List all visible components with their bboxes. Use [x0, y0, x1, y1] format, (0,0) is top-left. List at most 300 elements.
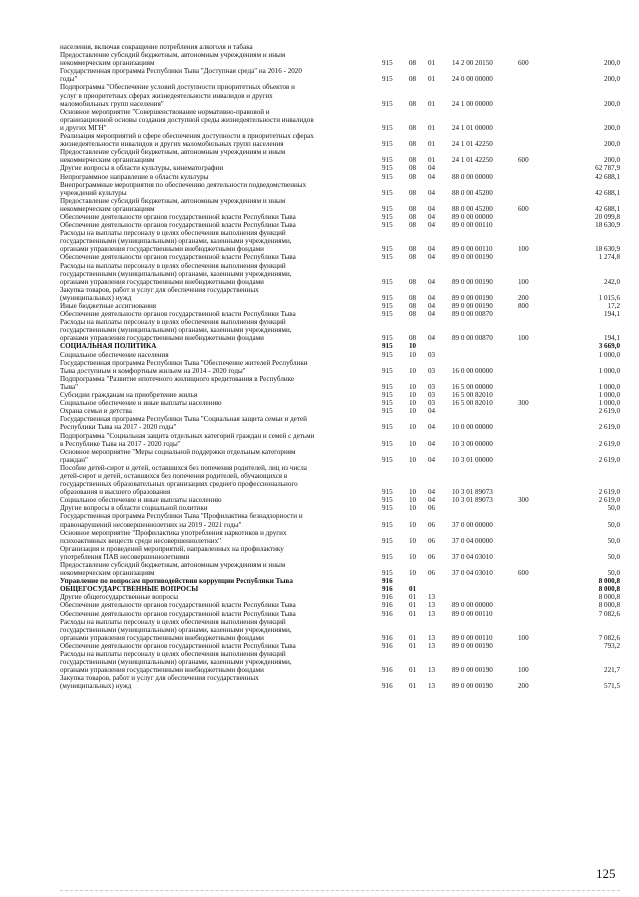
expense-type-code: [518, 213, 546, 221]
expense-type-code: [518, 545, 546, 561]
table-row: [60, 415, 620, 431]
ministry-code: 915: [382, 188, 393, 197]
budget-table: [60, 43, 620, 691]
expense-type-code: 600: [518, 569, 529, 578]
ministry-code: 916: [382, 593, 393, 602]
table-row: [60, 148, 620, 164]
budget-table-body: [60, 43, 620, 691]
subsection-code: 03: [428, 399, 436, 408]
expense-type-code: 100: [518, 245, 529, 254]
row-name: Реализация мероприятий в сфере обеспечения доступности в приоритетных сферах жизнедеятельности инвалидов и других маломобильных групп населения: [60, 132, 314, 149]
row-name: Закупка товаров, работ и услуг для обеспечения государственных (муниципальных) нужд: [60, 285, 259, 302]
amount: 42 688,1: [595, 188, 620, 197]
amount: 50,0: [607, 504, 620, 513]
table-row: [60, 302, 620, 310]
section-code: 08: [409, 123, 417, 132]
expense-type-code: [518, 359, 546, 375]
target-article-code: 37 0 04 03010: [452, 569, 493, 578]
section-code: 10: [409, 496, 417, 505]
section-code: 08: [409, 188, 417, 197]
row-name: Внепрограммные мероприятия по обеспечению деятельности подведомственных учреждений культуры: [60, 180, 307, 197]
subsection-code: [428, 585, 452, 593]
target-article-code: [452, 593, 518, 601]
table-row: [60, 253, 620, 261]
section-code: 10: [409, 504, 417, 513]
row-name: Другие вопросы в области социальной политики: [60, 504, 208, 513]
amount: 8 000,8: [598, 593, 620, 602]
amount: 200,0: [604, 99, 620, 108]
row-name: Охрана семьи и детства: [60, 407, 132, 416]
target-article-code: 89 0 00 00110: [452, 609, 493, 618]
amount: 18 630,9: [595, 221, 620, 230]
subsection-code: 01: [428, 140, 436, 149]
section-code: 08: [409, 334, 417, 343]
subsection-code: 04: [428, 488, 436, 497]
table-row: [60, 399, 620, 407]
ministry-code: 915: [382, 366, 393, 375]
expense-type-code: [518, 601, 546, 609]
subsection-code: 04: [428, 212, 436, 221]
table-row: [60, 181, 620, 197]
table-row: [60, 132, 620, 148]
subsection-code: 03: [428, 382, 436, 391]
expense-type-code: [518, 108, 546, 132]
expense-type-code: [518, 391, 546, 399]
amount: 50,0: [607, 536, 620, 545]
amount: 571,5: [604, 682, 620, 691]
table-row: [60, 464, 620, 496]
ministry-code: 915: [382, 423, 393, 432]
amount: 1 000,0: [598, 382, 620, 391]
table-row: [60, 164, 620, 172]
table-row: [60, 601, 620, 609]
amount: 221,7: [604, 666, 620, 675]
ministry-code: 915: [382, 156, 393, 165]
subsection-code: 04: [428, 302, 436, 310]
target-article-code: 16 5 00 00000: [452, 382, 493, 391]
table-row: [60, 391, 620, 399]
row-name: Обеспечение деятельности органов государственной власти Республики Тыва: [60, 253, 296, 262]
ministry-code: 915: [382, 253, 393, 262]
amount: 1 000,0: [598, 391, 620, 400]
table-row: [60, 432, 620, 448]
ministry-code: 915: [382, 391, 393, 400]
ministry-code: 916: [382, 682, 393, 691]
ministry-code: 915: [382, 212, 393, 221]
expense-type-code: [518, 43, 546, 51]
row-name: Основное мероприятие "Профилактика употребления наркотиков и других психоактивных веществ среди несовершеннолетних": [60, 528, 287, 545]
subsection-code: 13: [428, 593, 436, 602]
amount: 1 015,6: [598, 293, 620, 302]
row-name: ОБЩЕГОСУДАРСТВЕННЫЕ ВОПРОСЫ: [60, 585, 199, 594]
amount: 3 669,0: [598, 342, 620, 351]
expense-type-code: 600: [518, 156, 529, 165]
table-row: [60, 229, 620, 253]
subsection-code: 06: [428, 520, 436, 529]
ministry-code: 915: [382, 310, 393, 319]
amount: 2 619,0: [598, 423, 620, 432]
table-row: [60, 618, 620, 642]
section-code: 10: [409, 382, 417, 391]
target-article-code: 89 0 00 00000: [452, 212, 493, 221]
expense-type-code: 100: [518, 633, 529, 642]
budget-document: [60, 43, 620, 691]
row-name: Основное мероприятие "Совершенствование нормативно-правовой и организационной основы создания доступной среды жизнедеятельности инвалидов и других МГН": [60, 107, 314, 132]
target-article-code: 89 0 00 00110: [452, 221, 493, 230]
subsection-code: 06: [428, 504, 436, 513]
ministry-code: 915: [382, 99, 393, 108]
subsection-code: 03: [428, 391, 436, 400]
row-name: СОЦИАЛЬНАЯ ПОЛИТИКА: [60, 342, 157, 351]
scan-edge-line: [60, 890, 620, 891]
amount: 20 099,8: [595, 212, 620, 221]
row-name: Обеспечение деятельности органов государственной власти Республики Тыва: [60, 641, 296, 650]
section-code: 01: [409, 641, 417, 650]
row-name: населения, включая сокращение потребления алкоголя и табака: [60, 43, 253, 51]
expense-type-code: [518, 593, 546, 601]
target-article-code: 37 0 04 03010: [452, 552, 493, 561]
expense-type-code: [518, 310, 546, 318]
page-number: 125: [596, 866, 616, 881]
section-code: 10: [409, 439, 417, 448]
section-code: 08: [409, 253, 417, 262]
target-article-code: [452, 585, 518, 593]
row-name: Обеспечение деятельности органов государственной власти Республики Тыва: [60, 212, 296, 221]
target-article-code: 88 0 00 00000: [452, 172, 493, 181]
target-article-code: 89 0 00 00190: [452, 302, 493, 310]
row-name: Социальное обеспечение и иные выплаты населению: [60, 399, 222, 408]
amount: 17,2: [607, 302, 620, 310]
row-name: Другие общегосударственные вопросы: [60, 593, 178, 602]
ministry-code: 915: [382, 382, 393, 391]
row-name: Государственная программа Республики Тыва "Социальная защита семьи и детей Республики Тыва на 2017 - 2020 годы": [60, 415, 307, 432]
amount: 2 619,0: [598, 455, 620, 464]
table-row: [60, 173, 620, 181]
expense-type-code: 200: [518, 293, 529, 302]
subsection-code: 04: [428, 164, 436, 173]
row-name: Основное мероприятие "Меры социальной поддержки отдельным категориям граждан": [60, 447, 296, 464]
target-article-code: 89 0 00 00190: [452, 277, 493, 286]
ministry-code: 915: [382, 569, 393, 578]
ministry-code: 915: [382, 172, 393, 181]
table-row: [60, 351, 620, 359]
row-name: Субсидии гражданам на приобретение жилья: [60, 391, 198, 400]
amount: 200,0: [604, 156, 620, 165]
section-code: 08: [409, 140, 417, 149]
expense-type-code: [518, 504, 546, 512]
table-row: [60, 51, 620, 67]
row-name: Расходы на выплаты персоналу в целях обеспечения выполнения функций государственными (муниципальными) органами, казенными учреждениями, органами управления государственными внебюджетными фондами: [60, 261, 292, 286]
table-row: [60, 197, 620, 213]
amount: 8 000,8: [598, 577, 620, 586]
subsection-code: 04: [428, 188, 436, 197]
section-code: 01: [409, 609, 417, 618]
amount: 2 619,0: [598, 496, 620, 505]
ministry-code: 915: [382, 293, 393, 302]
ministry-code: 915: [382, 342, 393, 351]
expense-type-code: [518, 83, 546, 107]
ministry-code: 915: [382, 520, 393, 529]
section-code: [409, 43, 428, 51]
amount: 2 619,0: [598, 439, 620, 448]
target-article-code: 89 0 00 00000: [452, 601, 493, 610]
row-name: Предоставление субсидий бюджетным, автономным учреждениям и иным некоммерческим организациям: [60, 51, 286, 68]
subsection-code: 04: [428, 204, 436, 213]
amount: 1 000,0: [598, 350, 620, 359]
subsection-code: 13: [428, 682, 436, 691]
amount: 8 000,8: [598, 601, 620, 610]
section-code: 01: [409, 682, 417, 691]
expense-type-code: [518, 610, 546, 618]
ministry-code: 915: [382, 302, 393, 310]
ministry-code: 915: [382, 140, 393, 149]
target-article-code: 89 0 00 00190: [452, 666, 493, 675]
amount: 194,1: [604, 310, 620, 319]
row-name: Подпрограмма "Обеспечение условий доступности приоритетных объектов и услуг в приоритетных сферах жизнедеятельности инвалидов и других маломобильных групп населения": [60, 83, 295, 108]
row-name: Государственная программа Республики Тыва "Обеспечение жителей Республики Тыва доступным и комфортным жильем на 2014 - 2020 годы": [60, 358, 308, 375]
expense-type-code: [518, 342, 546, 350]
subsection-code: 04: [428, 310, 436, 319]
table-row: [60, 310, 620, 318]
expense-type-code: [518, 464, 546, 496]
expense-type-code: [518, 173, 546, 181]
ministry-code: 915: [382, 504, 393, 513]
subsection-code: 06: [428, 569, 436, 578]
target-article-code: [452, 342, 518, 350]
subsection-code: [428, 342, 452, 350]
table-row: [60, 375, 620, 391]
row-name: Другие вопросы в области культуры, кинематографии: [60, 164, 224, 173]
subsection-code: 13: [428, 666, 436, 675]
section-code: 01: [409, 666, 417, 675]
table-row: [60, 577, 620, 585]
table-row: [60, 512, 620, 528]
target-article-code: 24 1 01 42250: [452, 156, 493, 165]
subsection-code: 06: [428, 552, 436, 561]
expense-type-code: 300: [518, 496, 529, 505]
section-code: 10: [409, 342, 417, 351]
table-row: [60, 610, 620, 618]
target-article-code: 10 3 01 89073: [452, 496, 493, 505]
target-article-code: 89 0 00 00870: [452, 334, 493, 343]
subsection-code: 04: [428, 423, 436, 432]
target-article-code: [452, 504, 518, 512]
ministry-code: 915: [382, 350, 393, 359]
ministry-code: 915: [382, 221, 393, 230]
amount: 8 000,8: [598, 585, 620, 594]
subsection-code: 04: [428, 245, 436, 254]
subsection-code: 04: [428, 277, 436, 286]
subsection-code: 04: [428, 407, 436, 416]
target-article-code: 24 1 01 00000: [452, 123, 493, 132]
ministry-code: 915: [382, 59, 393, 68]
ministry-code: 915: [382, 277, 393, 286]
section-code: 08: [409, 212, 417, 221]
amount: 7 082,6: [598, 633, 620, 642]
section-code: [409, 577, 428, 585]
section-code: 08: [409, 245, 417, 254]
row-name: Обеспечение деятельности органов государственной власти Республики Тыва: [60, 609, 296, 618]
target-article-code: 89 0 00 00190: [452, 293, 493, 302]
expense-type-code: [518, 221, 546, 229]
ministry-code: 916: [382, 609, 393, 618]
row-name: Расходы на выплаты персоналу в целях обеспечения выполнения функций государственными (муниципальными) органами, казенными учреждениями, органами управления государственными внебюджетными фондами: [60, 318, 292, 343]
expense-type-code: 600: [518, 204, 529, 213]
expense-type-code: [518, 351, 546, 359]
row-name: Государственная программа Республики Тыва "Профилактика безнадзорности и правонарушений несовершеннолетних на 2019 - 2021 годы": [60, 512, 303, 529]
section-code: 08: [409, 204, 417, 213]
amount: 1 000,0: [598, 366, 620, 375]
table-row: [60, 674, 620, 690]
table-row: [60, 585, 620, 593]
table-row: [60, 561, 620, 577]
table-row: [60, 504, 620, 512]
row-name: Непрограммное направление в области культуры: [60, 172, 209, 181]
section-code: 10: [409, 407, 417, 416]
row-name: Предоставление субсидий бюджетным, автономным учреждениям и иным некоммерческим организациям: [60, 561, 286, 578]
row-name: Иные бюджетные ассигнования: [60, 302, 157, 310]
table-row: [60, 642, 620, 650]
ministry-code: 916: [382, 585, 393, 594]
target-article-code: 89 0 00 00870: [452, 310, 493, 319]
amount: 18 630,9: [595, 245, 620, 254]
section-code: 08: [409, 302, 417, 310]
table-row: [60, 650, 620, 674]
ministry-code: 915: [382, 204, 393, 213]
expense-type-code: [518, 642, 546, 650]
expense-type-code: [518, 132, 546, 148]
section-code: 08: [409, 99, 417, 108]
section-code: 10: [409, 552, 417, 561]
row-name: Расходы на выплаты персоналу в целях обеспечения выполнения функций государственными (муниципальными) органами, казенными учреждениями, органами управления государственными внебюджетными фондами: [60, 229, 292, 254]
ministry-code: 916: [382, 666, 393, 675]
subsection-code: 01: [428, 156, 436, 165]
amount: 50,0: [607, 520, 620, 529]
ministry-code: 915: [382, 488, 393, 497]
subsection-code: 04: [428, 293, 436, 302]
ministry-code: 915: [382, 399, 393, 408]
target-article-code: 10 3 01 00000: [452, 455, 493, 464]
section-code: 08: [409, 172, 417, 181]
expense-type-code: [518, 585, 546, 593]
ministry-code: 915: [382, 123, 393, 132]
amount: 1 274,8: [598, 253, 620, 262]
section-code: 08: [409, 164, 417, 173]
table-row: [60, 262, 620, 286]
amount: 242,0: [604, 277, 620, 286]
section-code: 10: [409, 399, 417, 408]
row-name: Социальное обеспечение населения: [60, 350, 169, 359]
target-article-code: 10 3 01 89073: [452, 488, 493, 497]
amount: 1 000,0: [598, 399, 620, 408]
row-name: Пособие детей-сирот и детей, оставшихся без попечения родителей, лиц из числа детей-сирот и детей, оставшихся без попечения родителей, обучающихся в государственных образовательных организациях среднего профессионального образования и высшего образования: [60, 463, 307, 497]
target-article-code: 16 5 00 82010: [452, 391, 493, 400]
subsection-code: 13: [428, 609, 436, 618]
expense-type-code: [518, 432, 546, 448]
section-code: 10: [409, 488, 417, 497]
table-row: [60, 496, 620, 504]
target-article-code: [452, 407, 518, 415]
ministry-code: 915: [382, 164, 393, 173]
table-row: [60, 286, 620, 302]
table-row: [60, 83, 620, 107]
target-article-code: 10 0 00 00000: [452, 423, 493, 432]
table-row: [60, 407, 620, 415]
target-article-code: 89 0 00 00110: [452, 245, 493, 254]
subsection-code: 03: [428, 366, 436, 375]
expense-type-code: [518, 448, 546, 464]
expense-type-code: 100: [518, 277, 529, 286]
target-article-code: 88 0 00 45200: [452, 188, 493, 197]
expense-type-code: 200: [518, 682, 529, 691]
row-name: Предоставление субсидий бюджетным, автономным учреждениям и иным некоммерческим организациям: [60, 148, 286, 165]
subsection-code: 04: [428, 439, 436, 448]
target-article-code: 88 0 00 45200: [452, 204, 493, 213]
amount: 2 619,0: [598, 488, 620, 497]
subsection-code: 13: [428, 601, 436, 610]
expense-type-code: [518, 529, 546, 545]
expense-type-code: 600: [518, 59, 529, 68]
ministry-code: 915: [382, 536, 393, 545]
target-article-code: 10 3 00 00000: [452, 439, 493, 448]
expense-type-code: [518, 253, 546, 261]
section-code: 10: [409, 423, 417, 432]
subsection-code: 04: [428, 455, 436, 464]
row-name: Расходы на выплаты персоналу в целях обеспечения выполнения функций государственными (муниципальными) органами, казенными учреждениями, органами управления государственными внебюджетными фондами: [60, 650, 292, 675]
row-name: Закупка товаров, работ и услуг для обеспечения государственных (муниципальных) нужд: [60, 674, 259, 691]
expense-type-code: 800: [518, 302, 529, 310]
amount: 793,2: [604, 641, 620, 650]
subsection-code: 04: [428, 221, 436, 230]
ministry-code: 915: [382, 552, 393, 561]
subsection-code: 13: [428, 633, 436, 642]
target-article-code: 89 0 00 00110: [452, 633, 493, 642]
table-row: [60, 529, 620, 545]
table-row: [60, 448, 620, 464]
target-article-code: 37 0 04 00000: [452, 536, 493, 545]
target-article-code: [452, 43, 518, 51]
amount: 200,0: [604, 123, 620, 132]
expense-type-code: [518, 181, 546, 197]
target-article-code: 24 1 00 00000: [452, 99, 493, 108]
table-row: [60, 108, 620, 132]
table-row: [60, 221, 620, 229]
row-name: Предоставление субсидий бюджетным, автономным учреждениям и иным некоммерческим организациям: [60, 196, 286, 213]
section-code: 01: [409, 585, 417, 594]
expense-type-code: 300: [518, 399, 529, 408]
amount: 42 688,1: [595, 204, 620, 213]
expense-type-code: [518, 375, 546, 391]
section-code: 08: [409, 277, 417, 286]
amount: 62 787,9: [595, 164, 620, 173]
amount: [546, 43, 620, 51]
row-name: Расходы на выплаты персоналу в целях обеспечения выполнения функций государственными (муниципальными) органами, казенными учреждениями, органами управления государственными внебюджетными фондами: [60, 617, 292, 642]
table-row: [60, 342, 620, 350]
subsection-code: 04: [428, 172, 436, 181]
table-row: [60, 67, 620, 83]
section-code: 08: [409, 59, 417, 68]
expense-type-code: [518, 512, 546, 528]
amount: 50,0: [607, 569, 620, 578]
row-name: Государственная программа Республики Тыва "Доступная среда" на 2016 - 2020 годы": [60, 67, 302, 84]
target-article-code: 89 0 00 00190: [452, 682, 493, 691]
subsection-code: [428, 43, 452, 51]
target-article-code: [452, 577, 518, 585]
subsection-code: 04: [428, 496, 436, 505]
section-code: 01: [409, 593, 417, 602]
target-article-code: 89 0 00 00190: [452, 253, 493, 262]
section-code: 08: [409, 75, 417, 84]
